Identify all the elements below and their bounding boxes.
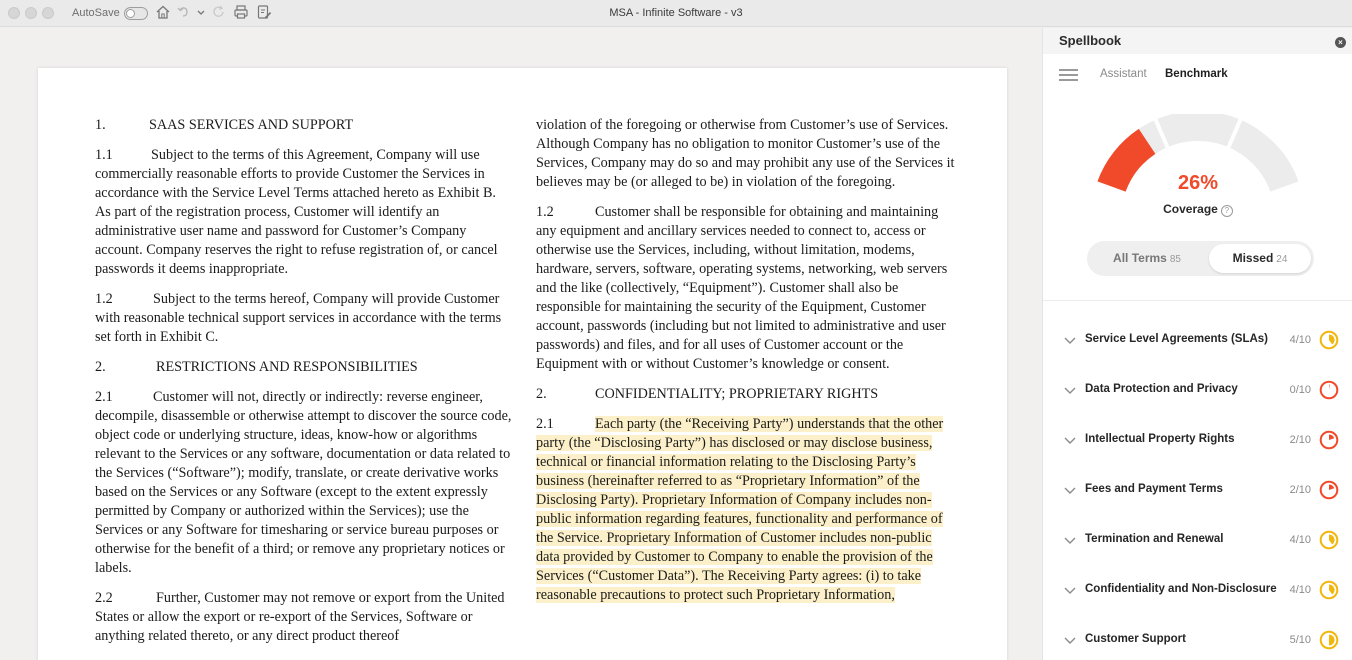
chevron-down-icon[interactable] — [1063, 383, 1077, 397]
category-label: Service Level Agreements (SLAs) — [1085, 333, 1269, 345]
document-canvas — [0, 28, 1042, 660]
panel-title: Spellbook — [1059, 33, 1122, 48]
category-label: Data Protection and Privacy — [1085, 383, 1238, 395]
all-terms-button[interactable]: All Terms 85 — [1113, 251, 1181, 265]
category-row[interactable] — [1043, 475, 1352, 505]
document-page — [38, 68, 1007, 660]
chevron-down-icon[interactable] — [1063, 433, 1077, 447]
clause-paragraph: violation of the foregoing or otherwise from Customer’s use of Services. Although Company has no obligation to monitor Customer’s use of the Services, Company may do so and may prohibit any use of the Services it believes may be (or alleged to be) in violation of the foregoing. — [536, 117, 955, 190]
category-score: 4/10 — [1289, 584, 1311, 596]
chevron-down-icon[interactable] — [1063, 633, 1077, 647]
category-score: 0/10 — [1289, 384, 1311, 396]
help-icon[interactable]: ? — [1221, 205, 1233, 217]
category-score: 4/10 — [1289, 534, 1311, 546]
clause-paragraph: 1.2 Customer shall be responsible for obtaining and maintaining any equipment and ancillary services needed to connect to, access or otherwise use the Services, including, without limitation, modems, hardware, servers, software, operating systems, networking, web servers and the like (collectively, “Equipment”). Customer shall also be responsible for maintaining the security of the Equipment, Customer account, passwords (including but not limited to administrative and user passwords) and files, and for all uses of Customer account or the Equipment with or without Customer’s knowledge or consent. — [536, 204, 948, 372]
category-label: Fees and Payment Terms — [1085, 483, 1223, 495]
status-icon — [1319, 330, 1339, 350]
category-row[interactable] — [1043, 325, 1352, 355]
coverage-label: Coverage ? — [1123, 202, 1273, 217]
category-row[interactable] — [1043, 425, 1352, 455]
status-icon — [1319, 430, 1339, 450]
filter-toggle — [1087, 241, 1314, 276]
coverage-percent: 26% — [1177, 172, 1219, 194]
status-icon — [1319, 480, 1339, 500]
category-label: Termination and Renewal — [1085, 533, 1224, 545]
chevron-down-icon[interactable] — [1063, 483, 1077, 497]
close-icon[interactable]: × — [1335, 37, 1346, 48]
spellbook-panel — [1042, 28, 1352, 660]
status-icon — [1319, 630, 1339, 650]
clause-paragraph: 2.1 Customer will not, directly or indirectly: reverse engineer, decompile, disassemble or otherwise attempt to discover the source code, object code or underlying structure, ideas, know-how or algorithms relevant to the Services or any software, documentation or data related to the Services (“Software”); modify, translate, or create derivative works based on the Services or any Software (except to the extent expressly permitted by Company or authorized within the Services); use the Services or any Software for timesharing or service bureau purposes or otherwise for the benefit of a third; or remove any proprietary notices or labels. — [95, 389, 512, 576]
status-icon — [1319, 580, 1339, 600]
category-score: 2/10 — [1289, 484, 1311, 496]
chevron-down-icon[interactable] — [1063, 333, 1077, 347]
category-score: 2/10 — [1289, 434, 1311, 446]
chevron-down-icon[interactable] — [1063, 533, 1077, 547]
divider — [1043, 300, 1352, 301]
category-row[interactable] — [1043, 525, 1352, 555]
menu-icon[interactable] — [1059, 69, 1078, 81]
chevron-down-icon[interactable] — [1063, 583, 1077, 597]
section-heading: 2. CONFIDENTIALITY; PROPRIETARY RIGHTS — [536, 386, 879, 402]
category-score: 5/10 — [1289, 634, 1311, 646]
highlighted-clause[interactable]: 2.1 Each party (the “Receiving Party”) understands that the other party (the “Disclosing Party”) has disclosed or may disclose business, technical or financial information relating to the Disclosing Party’s business (hereinafter referred to as “Proprietary Information” of the Disclosing Party). Proprietary Information of Company includes non-public information regarding features, functionality and performance of the Service. Proprietary Information of Customer includes non-public data provided by Customer to Company to enable the provision of the Services (“Customer Data”). The Receiving Party agrees: (i) to take reasonable precautions to protect such Proprietary Information, — [536, 416, 944, 603]
clause-paragraph: 1.1 Subject to the terms of this Agreement, Company will use commercially reasonable efforts to provide Customer the Services in accordance with the Service Level Terms attached hereto as Exhibit B. As part of the registration process, Customer will identify an administrative user name and password for Customer’s Company account. Company reserves the right to refuse registration of, or cancel passwords it deems inappropriate. — [95, 147, 498, 277]
category-row[interactable] — [1043, 375, 1352, 405]
category-score: 4/10 — [1289, 334, 1311, 346]
missed-button[interactable]: Missed 24 — [1209, 244, 1311, 273]
status-icon — [1319, 380, 1339, 400]
document-column-left — [95, 116, 513, 657]
tab-assistant[interactable]: Assistant — [1100, 68, 1147, 80]
window-titlebar — [0, 0, 1352, 27]
panel-header — [1043, 28, 1352, 54]
section-heading: 1. SAAS SERVICES AND SUPPORT — [95, 117, 354, 133]
section-heading: 2. RESTRICTIONS AND RESPONSIBILITIES — [95, 359, 418, 375]
clause-paragraph: 2.2 Further, Customer may not remove or export from the United States or allow the export or re-export of the Services, Software or anything related thereto, or any direct product thereof — [95, 590, 505, 644]
status-icon — [1319, 530, 1339, 550]
document-column-right — [536, 116, 956, 616]
clause-paragraph: 1.2 Subject to the terms hereof, Company will provide Customer with reasonable technical support services in accordance with the terms set forth in Exhibit C. — [95, 291, 502, 345]
category-label: Intellectual Property Rights — [1085, 433, 1235, 445]
category-row[interactable] — [1043, 625, 1352, 655]
category-label: Customer Support — [1085, 633, 1186, 645]
category-row[interactable] — [1043, 575, 1352, 605]
category-label: Confidentiality and Non-Disclosure — [1085, 583, 1277, 595]
autosave-label: AutoSave — [72, 7, 120, 19]
window-title: MSA - Infinite Software - v3 — [609, 7, 743, 19]
tab-benchmark[interactable]: Benchmark — [1165, 68, 1228, 80]
